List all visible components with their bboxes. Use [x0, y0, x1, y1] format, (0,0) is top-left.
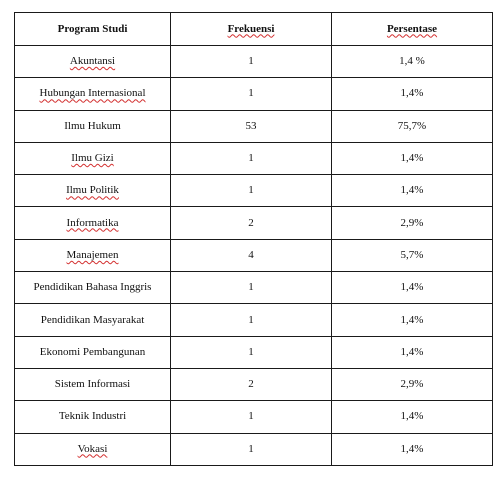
cell-frekuensi: 1	[171, 175, 332, 207]
cell-frekuensi: 53	[171, 110, 332, 142]
cell-persentase: 1,4%	[332, 304, 493, 336]
cell-frekuensi: 1	[171, 433, 332, 465]
cell-program	[15, 78, 171, 110]
cell-frekuensi: 1	[171, 304, 332, 336]
table-row	[15, 336, 493, 368]
header-frekuensi-text: Frekuensi	[227, 22, 275, 35]
table-row	[15, 142, 493, 174]
cell-program-text: Teknik Industri	[58, 410, 127, 423]
cell-program-text: Vokasi	[77, 442, 108, 455]
table-row	[15, 368, 493, 400]
table-header-row	[15, 13, 493, 46]
cell-program-text: Manajemen	[66, 248, 119, 261]
cell-persentase: 1,4%	[332, 401, 493, 433]
cell-program	[15, 272, 171, 304]
table-row	[15, 433, 493, 465]
cell-persentase: 1,4%	[332, 433, 493, 465]
table-row	[15, 239, 493, 271]
cell-program-text: Akuntansi	[69, 55, 116, 68]
cell-program	[15, 207, 171, 239]
cell-frekuensi: 1	[171, 46, 332, 78]
cell-program	[15, 142, 171, 174]
cell-program-text: Pendidikan Masyarakat	[40, 313, 145, 326]
table-row	[15, 46, 493, 78]
table-body	[15, 46, 493, 466]
table-row	[15, 272, 493, 304]
cell-frekuensi: 1	[171, 336, 332, 368]
cell-frekuensi: 2	[171, 368, 332, 400]
cell-program-text: Sistem Informasi	[54, 378, 131, 391]
cell-program	[15, 175, 171, 207]
table-row	[15, 401, 493, 433]
cell-program-text: Pendidikan Bahasa Inggris	[33, 281, 152, 294]
cell-persentase: 1,4%	[332, 272, 493, 304]
table-row	[15, 110, 493, 142]
cell-persentase: 1,4%	[332, 175, 493, 207]
cell-persentase: 1,4%	[332, 336, 493, 368]
cell-frekuensi: 1	[171, 401, 332, 433]
cell-persentase: 5,7%	[332, 239, 493, 271]
cell-program	[15, 239, 171, 271]
header-persentase-text: Persentase	[386, 22, 438, 35]
cell-program-text: Ilmu Hukum	[64, 119, 121, 132]
table-row	[15, 175, 493, 207]
cell-frekuensi: 2	[171, 207, 332, 239]
table-row	[15, 207, 493, 239]
cell-frekuensi: 1	[171, 272, 332, 304]
cell-frekuensi: 1	[171, 142, 332, 174]
cell-persentase: 1,4%	[332, 142, 493, 174]
cell-program-text: Informatika	[66, 216, 119, 229]
cell-program-text: Ilmu Gizi	[71, 152, 114, 165]
cell-persentase: 1,4 %	[332, 46, 493, 78]
cell-program-text: Ekonomi Pembangunan	[39, 345, 146, 358]
header-persentase	[332, 13, 493, 46]
header-program-studi	[15, 13, 171, 46]
cell-program	[15, 304, 171, 336]
table-row	[15, 78, 493, 110]
cell-frekuensi: 1	[171, 78, 332, 110]
cell-persentase: 2,9%	[332, 368, 493, 400]
cell-program-text: Ilmu Politik	[66, 184, 119, 197]
cell-program	[15, 110, 171, 142]
cell-frekuensi: 4	[171, 239, 332, 271]
cell-program	[15, 401, 171, 433]
cell-persentase: 2,9%	[332, 207, 493, 239]
cell-program	[15, 368, 171, 400]
cell-program	[15, 46, 171, 78]
header-program-studi-text: Program Studi	[57, 22, 128, 35]
frequency-table	[14, 12, 493, 466]
cell-persentase: 75,7%	[332, 110, 493, 142]
cell-program	[15, 433, 171, 465]
cell-persentase: 1,4%	[332, 78, 493, 110]
cell-program	[15, 336, 171, 368]
header-frekuensi	[171, 13, 332, 46]
cell-program-text: Hubungan Internasional	[39, 87, 146, 100]
table-row	[15, 304, 493, 336]
